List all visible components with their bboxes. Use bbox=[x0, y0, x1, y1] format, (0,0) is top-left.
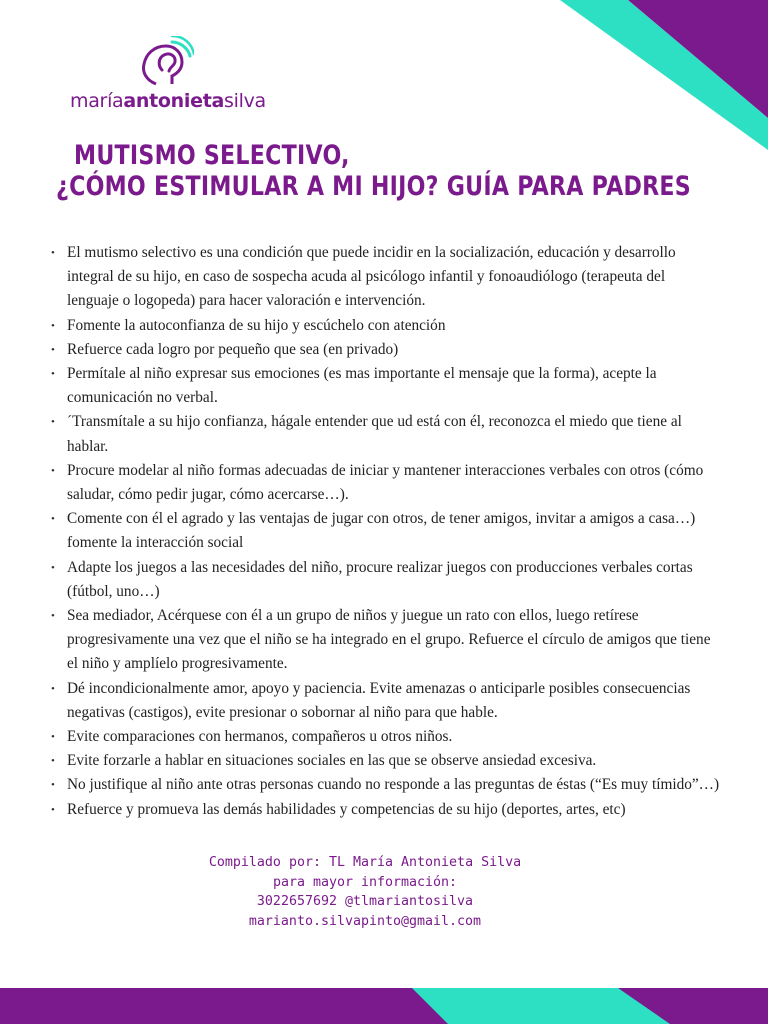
footer-phone-handle: 3022657692 @tlmariantosilva bbox=[256, 894, 474, 910]
list-item: • Evite comparaciones con hermanos, compañeros u otros niños. bbox=[48, 725, 720, 749]
title-line-1: MUTISMO SELECTIVO, bbox=[74, 140, 350, 171]
list-item: • Evite forzarle a hablar en situaciones sociales en las que se observe ansiedad excesiva. bbox=[48, 749, 720, 773]
brand-name-first: maría bbox=[70, 90, 124, 112]
list-item: • Fomente la autoconfianza de su hijo y escúchelo con atención bbox=[48, 314, 720, 338]
list-item: • Procure modelar al niño formas adecuadas de iniciar y mantener interacciones verbales con otros (cómo saludar, cómo pedir jugar, cómo acercarse…). bbox=[48, 459, 720, 507]
list-item: • Comente con él el agrado y las ventajas de jugar con otros, de tener amigos, invitar a amigos a casa…) fomente la interacción social bbox=[48, 507, 720, 555]
list-item: • ´Transmítale a su hijo confianza, hágale entender que ud está con él, reconozca el miedo que tiene al hablar. bbox=[48, 410, 720, 458]
list-item: • Sea mediador, Acérquese con él a un grupo de niños y juegue un rato con ellos, luego retírese progresivamente una vez que el niño se ha integrado en el grupo. Refuerce el círculo de amigos que tiene el niño y amplíelo progresivamente. bbox=[48, 604, 720, 677]
footer-compiled-by: Compilado por: TL María Antonieta Silva bbox=[208, 855, 522, 870]
contact-footer bbox=[0, 853, 730, 931]
list-item: • Refuerce y promueva las demás habilidades y competencias de su hijo (deportes, artes, etc) bbox=[48, 798, 720, 822]
tips-list bbox=[48, 241, 720, 822]
list-item: • Adapte los juegos a las necesidades del niño, procure realizar juegos con producciones verbales cortas (fútbol, uno…) bbox=[48, 556, 720, 604]
brand-name-middle: antonieta bbox=[123, 90, 225, 112]
brand-logo bbox=[70, 36, 270, 120]
list-item: • Refuerce cada logro por pequeño que sea (en privado) bbox=[48, 338, 720, 362]
head-with-ear-icon bbox=[134, 36, 194, 90]
brand-name bbox=[70, 90, 290, 112]
list-item: • Dé incondicionalmente amor, apoyo y paciencia. Evite amenazas o anticiparle posibles consecuencias negativas (castigos), evite presionar o sobornar al niño para que hable. bbox=[48, 677, 720, 725]
footer-email: marianto.silvapinto@gmail.com bbox=[248, 913, 482, 929]
list-item: • El mutismo selectivo es una condición que puede incidir en la socialización, educación y desarrollo integral de su hijo, en caso de sospecha acuda al psicólogo infantil y fonoaudiólogo (terapeuta del lenguaje o logopeda) para hacer valoración e intervención. bbox=[48, 241, 720, 314]
page-title bbox=[56, 140, 691, 202]
footer-more-info: para mayor información: bbox=[272, 874, 458, 890]
list-item: • Permítale al niño expresar sus emociones (es mas importante el mensaje que la forma), acepte la comunicación no verbal. bbox=[48, 362, 720, 410]
title-line-2: ¿CÓMO ESTIMULAR A MI HIJO? GUÍA PARA PADRES bbox=[56, 171, 691, 202]
list-item: • No justifique al niño ante otras personas cuando no responde a las preguntas de éstas (“Es muy tímido”…) bbox=[48, 773, 720, 797]
brand-name-last: silva bbox=[224, 90, 266, 112]
